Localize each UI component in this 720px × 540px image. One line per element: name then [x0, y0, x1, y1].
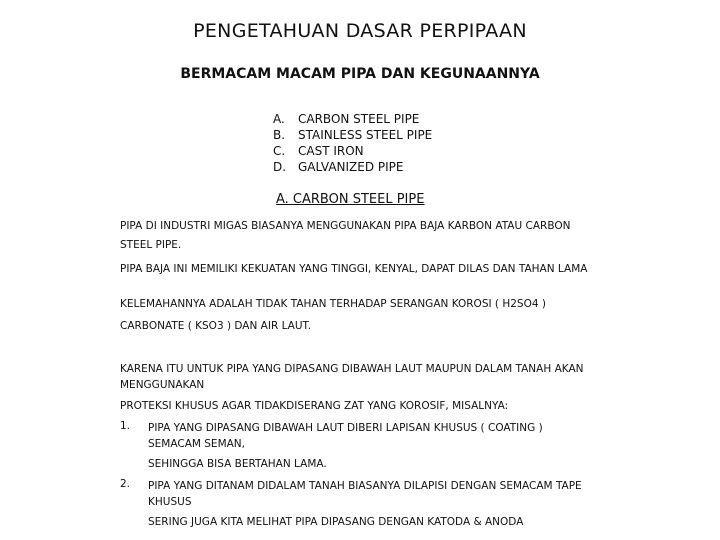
toc-item-carbon-steel: CARBON STEEL PIPE: [298, 112, 420, 126]
toc-letter: D.: [273, 160, 287, 174]
toc-item-galvanized: GALVANIZED PIPE: [298, 160, 404, 174]
list-item-number: 1.: [120, 420, 131, 432]
list-item-number: 2.: [120, 478, 131, 490]
paragraph: PROTEKSI KHUSUS AGAR TIDAKDISERANG ZAT YANG KOROSIF, MISALNYA:: [120, 400, 509, 412]
paragraph: STEEL PIPE.: [120, 239, 182, 251]
page-title: PENGETAHUAN DASAR PERPIPAAN: [193, 20, 527, 42]
list-item-continuation: SERING JUGA KITA MELIHAT PIPA DIPASANG DENGAN KATODA & ANODA: [148, 516, 524, 528]
section-heading: A. CARBON STEEL PIPE: [276, 192, 425, 207]
toc-letter: C.: [273, 144, 286, 158]
paragraph: KARENA ITU UNTUK PIPA YANG DIPASANG DIBAWAH LAUT MAUPUN DALAM TANAH AKAN MENGGUNAKAN: [120, 363, 584, 391]
paragraph: PIPA DI INDUSTRI MIGAS BIASANYA MENGGUNAKAN PIPA BAJA KARBON ATAU CARBON: [120, 220, 571, 232]
toc-letter: B.: [273, 128, 286, 142]
paragraph: KELEMAHANNYA ADALAH TIDAK TAHAN TERHADAP SERANGAN KOROSI ( H2SO4 ): [120, 298, 546, 310]
toc-letter: A.: [273, 112, 285, 126]
list-item-continuation: SEHINGGA BISA BERTAHAN LAMA.: [148, 458, 327, 470]
list-item: PIPA YANG DITANAM DIDALAM TANAH BIASANYA DILAPISI DENGAN SEMACAM TAPE KHUSUS: [148, 480, 582, 508]
paragraph: CARBONATE ( KSO3 ) DAN AIR LAUT.: [120, 320, 312, 332]
paragraph: PIPA BAJA INI MEMILIKI KEKUATAN YANG TINGGI, KENYAL, DAPAT DILAS DAN TAHAN LAMA: [120, 263, 588, 275]
toc-item-cast-iron: CAST IRON: [298, 144, 364, 158]
page-subtitle: BERMACAM MACAM PIPA DAN KEGUNAANNYA: [180, 66, 540, 82]
list-item: PIPA YANG DIPASANG DIBAWAH LAUT DIBERI LAPISAN KHUSUS ( COATING ) SEMACAM SEMAN,: [148, 422, 543, 450]
toc-item-stainless-steel: STAINLESS STEEL PIPE: [298, 128, 433, 142]
